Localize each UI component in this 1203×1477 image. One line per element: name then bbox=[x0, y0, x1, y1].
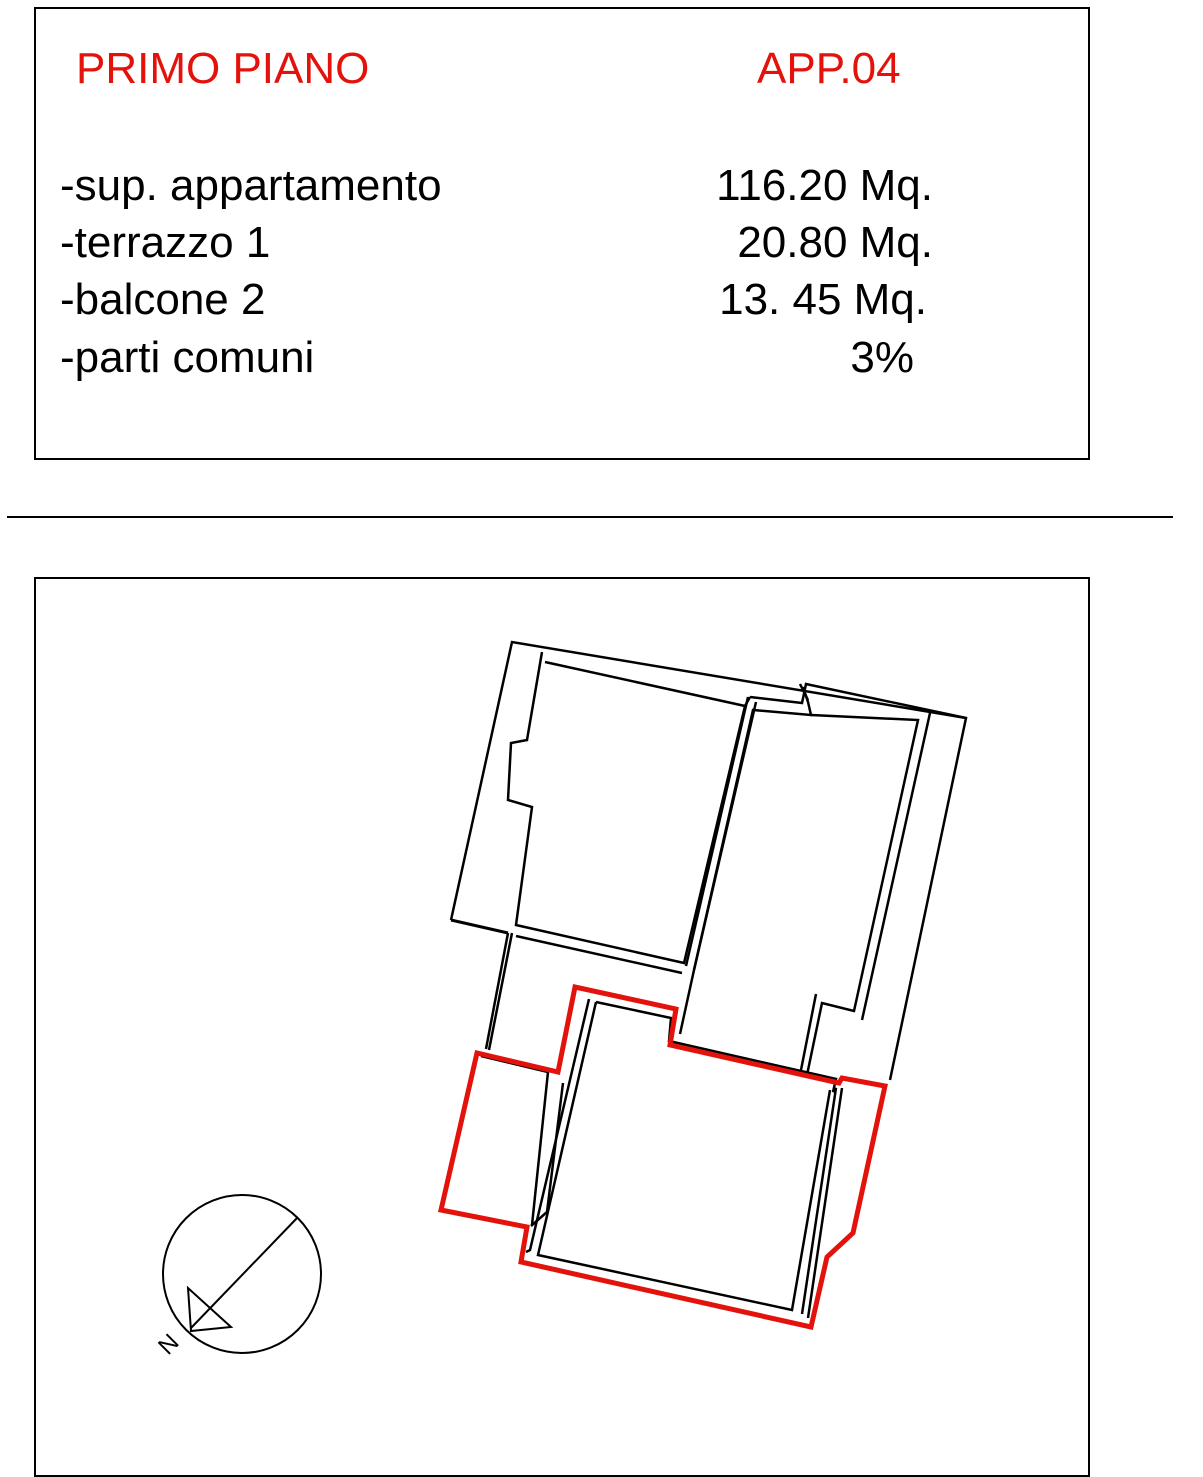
area-label: -sup. appartamento bbox=[60, 161, 442, 210]
area-label: -terrazzo 1 bbox=[60, 218, 271, 267]
room-west-strip-inner bbox=[516, 936, 682, 973]
area-value: 13. 45 Mq. bbox=[719, 275, 927, 324]
balcony-east-inner bbox=[801, 994, 816, 1070]
partition-wall bbox=[686, 697, 748, 966]
north-label: N bbox=[153, 1328, 185, 1361]
east-wall bbox=[862, 713, 930, 1020]
room-north-west bbox=[508, 652, 745, 963]
area-value: 3% bbox=[850, 333, 914, 382]
compass-needle bbox=[191, 1217, 298, 1328]
area-label: -balcone 2 bbox=[60, 275, 266, 324]
apartment-code: APP.04 bbox=[757, 44, 901, 93]
apartment-west-room bbox=[481, 1056, 548, 1225]
area-value: 116.20 Mq. bbox=[716, 161, 933, 210]
area-label: -parti comuni bbox=[60, 333, 315, 382]
apartment-divider bbox=[531, 1083, 563, 1226]
room-west-strip bbox=[489, 933, 512, 1050]
compass bbox=[163, 1195, 321, 1353]
room-north-east bbox=[680, 687, 811, 1034]
room-west-strip-edge bbox=[486, 933, 508, 1049]
building-wall-west bbox=[451, 920, 508, 933]
area-value: 20.80 Mq. bbox=[737, 218, 933, 267]
floor-title: PRIMO PIANO bbox=[76, 44, 370, 93]
